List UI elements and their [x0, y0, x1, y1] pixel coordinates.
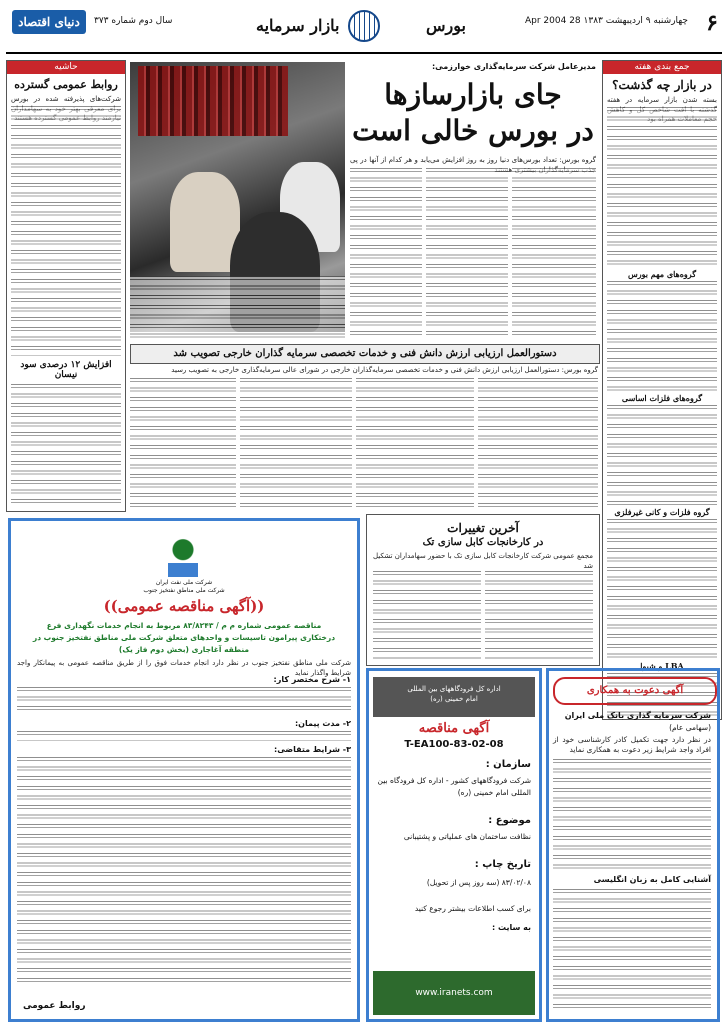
right-column-sub3: گروه فلزات و کانی غیرفلزی: [614, 507, 710, 517]
globe-icon: [348, 10, 380, 42]
tender-ad-airport: [366, 668, 542, 1022]
right-column-text: [607, 519, 717, 659]
nioc-caption: شرکت ملی نفت ایران: [155, 579, 213, 586]
tender-footer: روابط عمومی: [23, 1001, 86, 1011]
tender-sub-1: ۱- شرح مختصر کار:: [273, 675, 351, 684]
article-text-col: [512, 168, 596, 338]
tender-intro: شرکت ملی مناطق نفتخیز جنوب در نظر دارد انجام خدمات فوق را از طریق مناقصه عمومی به پیمانکار واجد شرایط واگذار نماید: [17, 659, 351, 677]
sub-article-headline-box: [130, 344, 600, 364]
tender-ad-nioc: [8, 518, 360, 1022]
left-column-text: [11, 106, 121, 356]
article-kicker: مدیرعامل شرکت سرمایه‌گذاری خوارزمی:: [431, 62, 596, 71]
section-left: بازار سرمایه: [256, 16, 340, 35]
tender-text: [17, 731, 351, 741]
stock-board-image: [138, 66, 288, 136]
airport-title: آگهی مناقصه: [418, 721, 490, 736]
recruitment-text: [553, 889, 711, 1013]
airport-header: [373, 677, 535, 717]
airport-subject-label: موضوع :: [488, 815, 531, 826]
recruitment-company-2: (سهامی عام): [669, 723, 711, 732]
left-column-sub: افزایش ۱۲ درصدی سود نیسان: [20, 360, 112, 380]
airport-date-value: ۸۳/۰۲/۰۸ (سه روز پس از تحویل): [426, 878, 531, 887]
headline-line-1: جای بازارسازها: [384, 78, 562, 111]
article-lead: گروه بورس: تعداد بورس‌های دنیا روز به روز افزایش می‌یابد و هر کدام از آنها در پی: [350, 156, 596, 164]
news-box-title-2: در کارخانجات کابل سازی تک: [422, 537, 544, 548]
news-box: [366, 514, 600, 666]
news-box-text: [485, 571, 593, 659]
right-column-text: [607, 281, 717, 391]
newspaper-logo: دنیای اقتصاد: [12, 10, 86, 34]
tender-line-2: درختکاری پیرامون تاسیسات و واحدهای متعلق شرکت ملی مناطق نفتخیز جنوب در: [32, 633, 336, 642]
right-column-tag: جمع بندی هفته: [603, 61, 721, 74]
article-text-under-photo: [130, 276, 345, 338]
left-column-lead: شرکت‌های پذیرفته شده در بورس: [11, 95, 121, 103]
airport-date-label: تاریخ چاپ :: [474, 859, 531, 870]
article-text-col: [350, 168, 422, 338]
news-box-lead: مجمع عمومی شرکت کارخانجات کابل سازی تک با حضور سهامداران تشکیل شد: [373, 552, 593, 570]
news-box-title-1: آخرین تغییرات: [447, 521, 519, 535]
airport-info: برای کسب اطلاعات بیشتر رجوع کنید: [414, 904, 531, 913]
sub-article-lead: گروه بورس: دستورالعمل ارزیابی ارزش دانش فنی و خدمات تخصصی سرمایه‌گذاران خارجی در شورای عالی سرمایه‌گذاری خارجی به تصویب رسید: [171, 366, 598, 374]
article-text-col: [426, 168, 508, 338]
right-column: [602, 60, 722, 720]
issue-number: سال دوم شماره ۳۷۳: [94, 16, 173, 26]
sub-article-text: [130, 378, 236, 510]
airport-subject-value: نظافت ساختمان های عملیاتی و پشتیبانی: [403, 832, 531, 841]
tender-ad-title: ((آگهی مناقصه عمومی)): [103, 597, 265, 615]
recruitment-title: آگهی دعوت به همکاری: [553, 677, 717, 705]
tender-line-3: منطقه آغاجاری (بخش دوم فاز یک): [118, 645, 250, 654]
page-number: ۶: [706, 10, 718, 36]
right-column-sub1: گروه‌های مهم بورس: [627, 269, 697, 279]
tender-sub-2: ۲- مدت پیمان:: [294, 719, 351, 728]
airport-org-value: شرکت فرودگاههای کشور - اداره کل فرودگاه بین المللی امام خمینی (ره): [377, 776, 531, 797]
sub-article-text: [356, 378, 474, 510]
sub-article-headline: دستورالعمل ارزیابی ارزش دانش فنی و خدمات تخصصی سرمایه گذاران خارجی تصویب شد: [173, 348, 557, 359]
headline-line-2: در بورس خالی است: [352, 114, 594, 147]
left-column-tag: حاشیه: [7, 61, 125, 74]
nioc-caption-2: شرکت ملی مناطق نفتخیز جنوب: [143, 587, 225, 594]
recruitment-lead: در نظر دارد جهت تکمیل کادر کارشناسی خود از افراد واجد شرایط زیر دعوت به همکاری نماید: [553, 735, 711, 754]
right-column-sub4: LBA و شیوا: [640, 661, 684, 671]
airport-site-link[interactable]: www.iranets.com: [373, 971, 535, 1015]
recruitment-company: شرکت سرمایه گذاری بانک ملی ایران: [564, 711, 711, 720]
recruitment-text: [553, 759, 711, 869]
tender-sub-3: ۳- شرایط متقاضی:: [274, 745, 351, 754]
tender-text: [17, 757, 351, 987]
left-column-text: [11, 384, 121, 504]
sub-article-text: [240, 378, 352, 510]
news-box-text: [373, 571, 481, 659]
right-column-lead: بسته شدن بازار سرمایه در هفته: [607, 96, 717, 104]
page-header: [6, 4, 722, 54]
tender-text: [17, 687, 351, 715]
right-column-sub2: گروه‌های فلزات اساسی: [621, 393, 703, 403]
recruitment-ad: [546, 668, 720, 1022]
airport-code: T-EA100-83-02-08: [404, 739, 504, 750]
airport-site-label: به سایت :: [492, 923, 531, 932]
airport-org-2: امام خمینی (ره): [430, 695, 478, 703]
recruitment-sub: آشنایی کامل به زبان انگلیسی: [593, 875, 711, 884]
section-right: بورس: [426, 16, 466, 35]
left-column-title: روابط عمومی گسترده: [14, 78, 118, 91]
right-column-title: در بازار چه گذشت؟: [612, 78, 712, 92]
right-column-text: [607, 405, 717, 505]
left-column: [6, 60, 126, 512]
airport-org-label: سازمان :: [485, 759, 531, 770]
sub-article-text: [478, 378, 598, 510]
airport-org: اداره کل فرودگاههای بین المللی: [407, 685, 501, 693]
tender-line-1: مناقصه عمومی شماره م م / ۸۳/۸۲۴۳ مربوط به انجام خدمات نگهداری فرع: [46, 621, 322, 630]
dateline: چهارشنبه ۹ اردیبهشت ۱۳۸۳ 28 Apr 2004: [524, 16, 688, 26]
nioc-logo-icon: [163, 535, 203, 577]
right-column-text: [607, 107, 717, 267]
